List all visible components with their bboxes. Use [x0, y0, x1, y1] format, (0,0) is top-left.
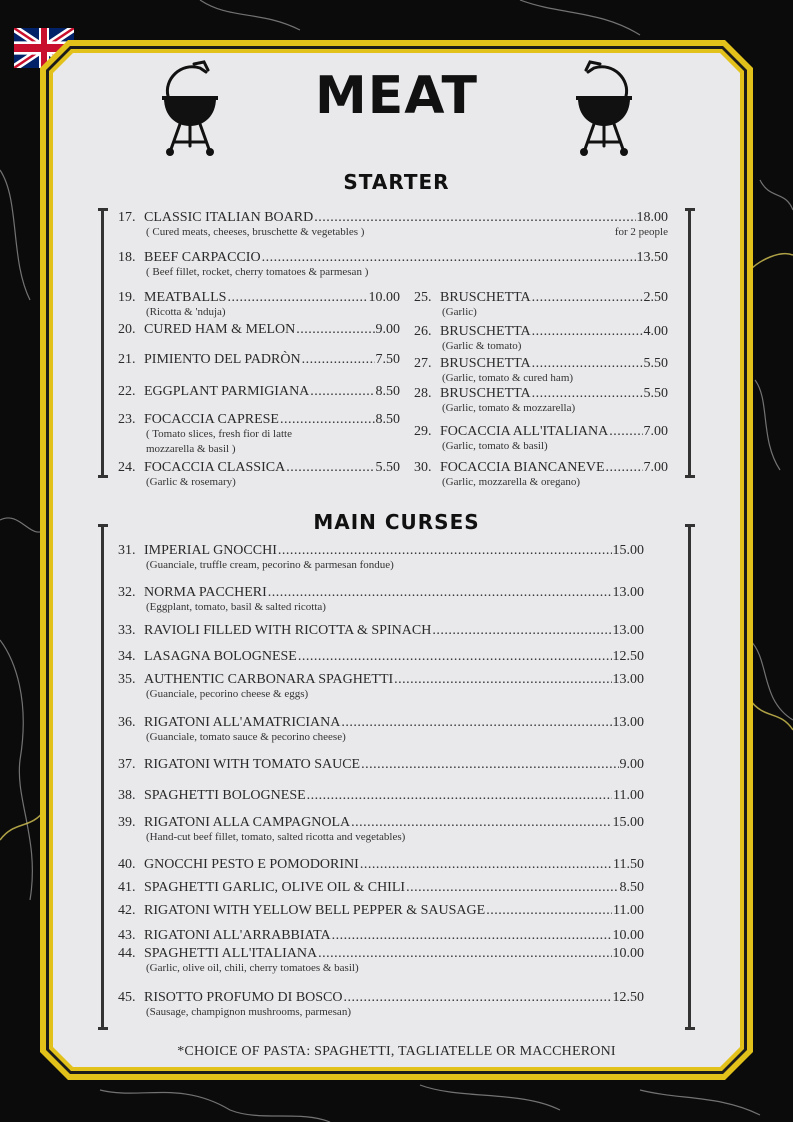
menu-item — [118, 352, 400, 368]
menu-item-description: (Garlic, tomato & basil) — [442, 440, 548, 452]
menu-item-price: 8.50 — [619, 880, 644, 895]
menu-item — [118, 815, 644, 844]
menu-item — [118, 757, 644, 773]
menu-item-note: for 2 people — [614, 226, 668, 238]
menu-item-description: (Guanciale, tomato sauce & pecorino cheese) — [146, 731, 346, 743]
menu-item — [414, 386, 668, 415]
menu-item-name: IMPERIAL GNOCCHI — [144, 543, 277, 558]
menu-item — [118, 460, 400, 489]
menu-item-number: 38. — [118, 788, 136, 803]
menu-item-description: (Garlic, tomato & cured ham) — [442, 372, 574, 384]
menu-item-row — [118, 946, 644, 962]
menu-item — [414, 290, 668, 319]
menu-item-price: 10.00 — [368, 290, 400, 305]
menu-item-description: (Garlic, olive oil, chili, cherry tomatoes & basil) — [146, 962, 359, 974]
section-title-starter: STARTER — [343, 170, 450, 194]
menu-item-number: 33. — [118, 623, 136, 638]
dot-leader — [298, 649, 612, 665]
menu-item-name: LASAGNA BOLOGNESE — [144, 649, 297, 664]
dot-leader — [606, 460, 643, 476]
menu-item-price: 10.00 — [612, 928, 644, 943]
menu-item-row — [118, 460, 400, 476]
dot-leader — [318, 946, 611, 962]
menu-item — [118, 788, 644, 804]
menu-item-number: 31. — [118, 543, 136, 558]
menu-item-description-row — [414, 402, 668, 415]
menu-item-price: 4.00 — [643, 324, 668, 339]
menu-item-name: CLASSIC ITALIAN BOARD — [144, 210, 314, 225]
bracket-left — [98, 524, 108, 1030]
menu-item-name: RISOTTO PROFUMO DI BOSCO — [144, 990, 343, 1005]
menu-item-description-row — [414, 440, 668, 453]
menu-item-row — [118, 715, 644, 731]
dot-leader — [227, 290, 367, 306]
menu-item-description-row — [414, 340, 668, 353]
dot-leader — [314, 210, 635, 226]
menu-item-price: 2.50 — [643, 290, 668, 305]
menu-item-row — [118, 352, 400, 368]
menu-item-row — [414, 424, 668, 440]
menu-item-name: RIGATONI WITH YELLOW BELL PEPPER & SAUSAGE — [144, 903, 486, 918]
menu-item-number: 24. — [118, 460, 136, 475]
menu-item-number: 41. — [118, 880, 136, 895]
menu-item — [414, 356, 668, 385]
menu-item-price: 11.50 — [613, 857, 644, 872]
menu-item — [118, 322, 400, 338]
menu-item-number: 29. — [414, 424, 432, 439]
menu-item-description: ( Beef fillet, rocket, cherry tomatoes & parmesan ) — [146, 266, 369, 278]
menu-item-name: FOCACCIA ALL'ITALIANA — [440, 424, 609, 439]
menu-item-row — [118, 857, 644, 873]
menu-item — [118, 903, 644, 919]
menu-item-name: CURED HAM & MELON — [144, 322, 296, 337]
menu-item-row — [118, 815, 644, 831]
dot-leader — [486, 903, 612, 919]
menu-item-name: GNOCCHI PESTO E POMODORINI — [144, 857, 359, 872]
menu-item-number: 40. — [118, 857, 136, 872]
menu-item-name: FOCACCIA BIANCANEVE — [440, 460, 605, 475]
menu-item — [118, 290, 400, 319]
menu-item-price: 15.00 — [612, 543, 644, 558]
menu-item-description-row — [118, 306, 400, 319]
menu-item-number: 23. — [118, 412, 136, 427]
menu-item-price: 8.50 — [375, 384, 400, 399]
menu-item-description-row — [118, 962, 644, 975]
menu-item — [118, 649, 644, 665]
menu-item-row — [414, 324, 668, 340]
menu-item-row — [118, 384, 400, 400]
menu-item-name: RIGATONI ALL'AMATRICIANA — [144, 715, 341, 730]
menu-item-description-row — [118, 601, 644, 614]
menu-item-name: BRUSCHETTA — [440, 290, 531, 305]
menu-item-number: 25. — [414, 290, 432, 305]
menu-item-row — [118, 543, 644, 559]
menu-item-price: 18.00 — [636, 210, 668, 225]
menu-item — [118, 857, 644, 873]
menu-item-price: 9.00 — [375, 322, 400, 337]
menu-item — [118, 543, 644, 572]
menu-item-row — [118, 757, 644, 773]
bbq-grill-icon — [572, 58, 636, 158]
menu-item — [414, 460, 668, 489]
menu-item-description-row — [118, 731, 644, 744]
menu-item-number: 45. — [118, 990, 136, 1005]
menu-item-name: BRUSCHETTA — [440, 386, 531, 401]
dot-leader — [532, 386, 643, 402]
dot-leader — [394, 672, 611, 688]
menu-item-row — [118, 649, 644, 665]
menu-item-number: 19. — [118, 290, 136, 305]
menu-item-description: (Garlic) — [442, 306, 477, 318]
menu-item-name: BRUSCHETTA — [440, 324, 531, 339]
menu-item-row — [118, 928, 644, 944]
menu-item-description: (Hand-cut beef fillet, tomato, salted ricotta and vegetables) — [146, 831, 406, 843]
menu-item-name: RIGATONI WITH TOMATO SAUCE — [144, 757, 361, 772]
menu-item-price: 12.50 — [612, 649, 644, 664]
dot-leader — [280, 412, 375, 428]
menu-item-name: RIGATONI ALL'ARRABBIATA — [144, 928, 331, 943]
menu-item-price: 13.00 — [612, 585, 644, 600]
menu-item-number: 22. — [118, 384, 136, 399]
menu-item-description-row — [414, 372, 668, 385]
menu-item-number: 17. — [118, 210, 136, 225]
page-title: MEAT — [315, 66, 478, 126]
dot-leader — [296, 322, 374, 338]
bbq-grill-icon — [158, 58, 222, 158]
menu-item-description-row — [118, 559, 644, 572]
menu-item-name: SPAGHETTI ALL'ITALIANA — [144, 946, 318, 961]
menu-item-price: 12.50 — [612, 990, 644, 1005]
menu-item-description: (Eggplant, tomato, basil & salted ricotta) — [146, 601, 326, 613]
menu-item-name: NORMA PACCHERI — [144, 585, 267, 600]
dot-leader — [344, 990, 612, 1006]
menu-item-number: 27. — [414, 356, 432, 371]
dot-leader — [341, 715, 611, 731]
dot-leader — [609, 424, 642, 440]
dot-leader — [302, 352, 375, 368]
dot-leader — [268, 585, 612, 601]
menu-item — [118, 928, 644, 944]
section-title-main: MAIN CURSES — [313, 510, 480, 534]
menu-item-number: 42. — [118, 903, 136, 918]
menu-item-number: 32. — [118, 585, 136, 600]
menu-item-number: 44. — [118, 946, 136, 961]
dot-leader — [360, 857, 612, 873]
menu-item-price: 5.50 — [643, 386, 668, 401]
menu-item-description-row — [414, 476, 668, 489]
menu-item-description-row — [118, 831, 644, 844]
menu-item-description: (Guanciale, truffle cream, pecorino & parmesan fondue) — [146, 559, 394, 571]
menu-item-number: 43. — [118, 928, 136, 943]
menu-item-row — [118, 585, 644, 601]
menu-item-name: SPAGHETTI GARLIC, OLIVE OIL & CHILI — [144, 880, 406, 895]
menu-item — [118, 946, 644, 975]
menu-item-row — [118, 990, 644, 1006]
menu-item — [118, 585, 644, 614]
pasta-choice-note: *CHOICE OF PASTA: SPAGHETTI, TAGLIATELLE OR MACCHERONI — [177, 1044, 616, 1059]
menu-item-description-row — [414, 306, 668, 319]
menu-item-row — [118, 322, 400, 338]
dot-leader — [278, 543, 612, 559]
menu-item-description-row — [118, 266, 668, 279]
menu-item-row — [414, 460, 668, 476]
menu-item-number: 36. — [118, 715, 136, 730]
menu-item — [118, 880, 644, 896]
menu-item-price: 9.00 — [619, 757, 644, 772]
menu-item-price: 7.00 — [643, 424, 668, 439]
menu-item-price: 7.00 — [643, 460, 668, 475]
menu-item-price: 5.50 — [643, 356, 668, 371]
menu-item-description: ( Tomato slices, fresh fior di latte — [146, 428, 292, 440]
menu-item-name: FOCACCIA CLASSICA — [144, 460, 286, 475]
menu-item-number: 26. — [414, 324, 432, 339]
dot-leader — [532, 290, 643, 306]
menu-item-name: MEATBALLS — [144, 290, 227, 305]
menu-item — [118, 715, 644, 744]
menu-item-description-row — [118, 226, 668, 239]
menu-item-name: RIGATONI ALLA CAMPAGNOLA — [144, 815, 351, 830]
menu-item-name: PIMIENTO DEL PADRÒN — [144, 352, 301, 367]
menu-item-number: 21. — [118, 352, 136, 367]
menu-item-description: (Ricotta & 'nduja) — [146, 306, 226, 318]
menu-item-row — [118, 250, 668, 266]
menu-item-price: 5.50 — [375, 460, 400, 475]
menu-item-price: 13.00 — [612, 623, 644, 638]
menu-item — [118, 210, 668, 239]
menu-item-number: 34. — [118, 649, 136, 664]
menu-item-number: 30. — [414, 460, 432, 475]
menu-item-description: (Garlic & tomato) — [442, 340, 522, 352]
dot-leader — [332, 928, 612, 944]
menu-item-price: 8.50 — [375, 412, 400, 427]
menu-item — [118, 250, 668, 279]
menu-item-row — [414, 386, 668, 402]
menu-item-price: 15.00 — [612, 815, 644, 830]
menu-item-price: 13.50 — [636, 250, 668, 265]
bracket-right — [685, 524, 695, 1030]
menu-item — [118, 672, 644, 701]
menu-item-price: 11.00 — [613, 788, 644, 803]
menu-item-description-row — [118, 688, 644, 701]
menu-item-name: BEEF CARPACCIO — [144, 250, 261, 265]
menu-item-row — [118, 412, 400, 428]
menu-item-price: 13.00 — [612, 715, 644, 730]
menu-item — [414, 424, 668, 453]
dot-leader — [532, 356, 643, 372]
menu-item-description-row — [118, 428, 400, 441]
menu-item-number: 20. — [118, 322, 136, 337]
dot-leader — [406, 880, 618, 896]
dot-leader — [351, 815, 611, 831]
menu-item-price: 10.00 — [612, 946, 644, 961]
menu-item-description: (Guanciale, pecorino cheese & eggs) — [146, 688, 309, 700]
menu-item-description-row — [118, 1006, 644, 1019]
menu-item-name: SPAGHETTI BOLOGNESE — [144, 788, 306, 803]
menu-item-row — [118, 290, 400, 306]
dot-leader — [532, 324, 643, 340]
menu-item-row — [414, 356, 668, 372]
menu-item-price: 11.00 — [613, 903, 644, 918]
menu-item — [414, 324, 668, 353]
menu-item-description: (Garlic & rosemary) — [146, 476, 236, 488]
menu-item-description: (Garlic, mozzarella & oregano) — [442, 476, 581, 488]
menu-item-row — [118, 880, 644, 896]
menu-item — [118, 990, 644, 1019]
menu-item-number: 28. — [414, 386, 432, 401]
menu-item-name: BRUSCHETTA — [440, 356, 531, 371]
menu-item-description: (Garlic, tomato & mozzarella) — [442, 402, 576, 414]
menu-item-name: AUTHENTIC CARBONARA SPAGHETTI — [144, 672, 394, 687]
bracket-left — [98, 208, 108, 478]
menu-item-number: 37. — [118, 757, 136, 772]
menu-item-row — [118, 672, 644, 688]
menu-item-name: FOCACCIA CAPRESE — [144, 412, 279, 427]
menu-item-row — [118, 210, 668, 226]
menu-item-price: 7.50 — [375, 352, 400, 367]
menu-item-row — [118, 903, 644, 919]
menu-item-description: ( Cured meats, cheeses, bruschette & vegetables ) — [146, 226, 365, 238]
menu-item-number: 35. — [118, 672, 136, 687]
bracket-right — [685, 208, 695, 478]
menu-item-row — [414, 290, 668, 306]
menu-item — [118, 623, 644, 639]
dot-leader — [262, 250, 636, 266]
menu-item-description: mozzarella & basil ) — [146, 443, 236, 455]
menu-item-name: EGGPLANT PARMIGIANA — [144, 384, 310, 399]
menu-item-number: 39. — [118, 815, 136, 830]
dot-leader — [432, 623, 611, 639]
dot-leader — [361, 757, 618, 773]
menu-item-description: (Sausage, champignon mushrooms, parmesan) — [146, 1006, 351, 1018]
menu-item-price: 13.00 — [612, 672, 644, 687]
menu-item-row — [118, 623, 644, 639]
dot-leader — [286, 460, 374, 476]
menu-item — [118, 384, 400, 400]
dot-leader — [310, 384, 374, 400]
menu-item-name: RAVIOLI FILLED WITH RICOTTA & SPINACH — [144, 623, 432, 638]
menu-item-number: 18. — [118, 250, 136, 265]
menu-item — [118, 412, 400, 456]
dot-leader — [307, 788, 612, 804]
menu-item-row — [118, 788, 644, 804]
menu-item-description-row — [118, 476, 400, 489]
